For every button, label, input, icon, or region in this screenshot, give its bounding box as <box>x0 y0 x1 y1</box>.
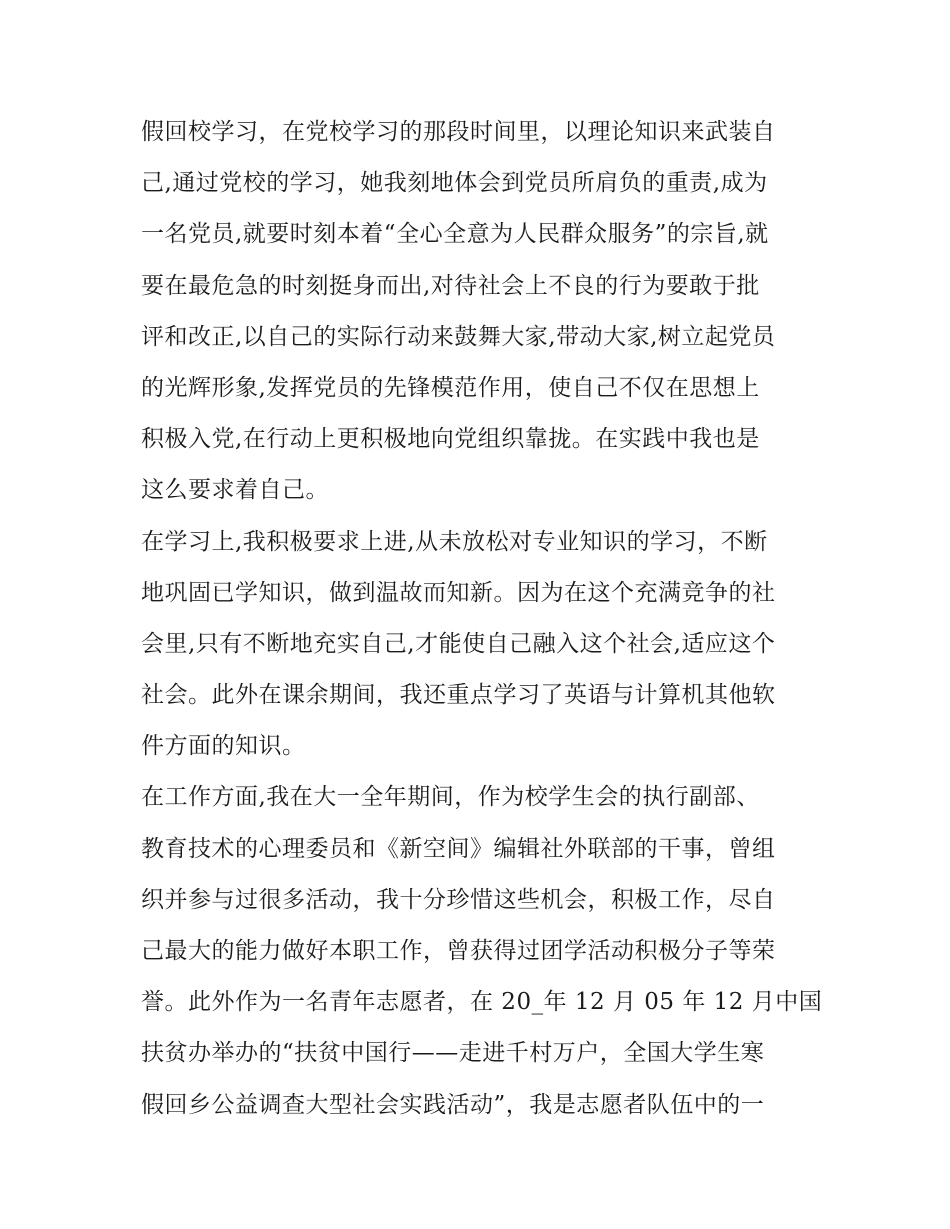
text-line-12: 社会。此外在课余期间，我还重点学习了英语与计算机其他软 <box>141 682 776 709</box>
document-body <box>141 107 821 1131</box>
text-line-2: 己,通过党校的学习，她我刻地体会到党员所肩负的重责,成为 <box>141 170 768 197</box>
text-line-6: 的光辉形象,发挥党员的先锋模范作用，使自己不仅在思想上 <box>141 374 760 401</box>
text-line-11: 会里,只有不断地充实自己,才能使自己融入这个社会,适应这个 <box>141 630 776 657</box>
text-line-20: 假回乡公益调查大型社会实践活动”，我是志愿者队伍中的一 <box>141 1091 765 1118</box>
text-line-3: 一名党员,就要时刻本着“全心全意为人民群众服务”的宗旨,就 <box>141 221 769 248</box>
text-line-9: 在学习上,我积极要求上进,从未放松对专业知识的学习，不断 <box>141 528 768 555</box>
text-line-4: 要在最危急的时刻挺身而出,对待社会上不良的行为要敢于批 <box>141 272 760 299</box>
text-line-13: 件方面的知识。 <box>141 733 306 760</box>
text-line-18: 誉。此外作为一名青年志愿者，在 20_年 12 月 05 年 12 月中国 <box>141 989 823 1016</box>
text-line-1: 假回校学习，在党校学习的那段时间里，以理论知识来武装自 <box>141 119 776 145</box>
text-line-8: 这么要求着自己。 <box>141 477 329 504</box>
text-line-15: 教育技术的心理委员和《新空间》编辑社外联部的干事，曾组 <box>141 835 776 862</box>
text-line-7: 积极入党,在行动上更积极地向党组织靠拢。在实践中我也是 <box>141 426 760 453</box>
text-line-19: 扶贫办举办的“扶贫中国行——走进千村万户，全国大学生寒 <box>141 1040 765 1067</box>
text-line-14: 在工作方面,我在大一全年期间，作为校学生会的执行副部、 <box>141 784 760 811</box>
text-line-17: 己最大的能力做好本职工作，曾获得过团学活动积极分子等荣 <box>141 938 776 964</box>
text-line-5: 评和改正,以自己的实际行动来鼓舞大家,带动大家,树立起党员 <box>141 323 776 350</box>
text-line-10: 地巩固已学知识，做到温故而知新。因为在这个充满竞争的社 <box>141 579 776 606</box>
text-line-16: 织并参与过很多活动，我十分珍惜这些机会，积极工作，尽自 <box>141 886 776 913</box>
